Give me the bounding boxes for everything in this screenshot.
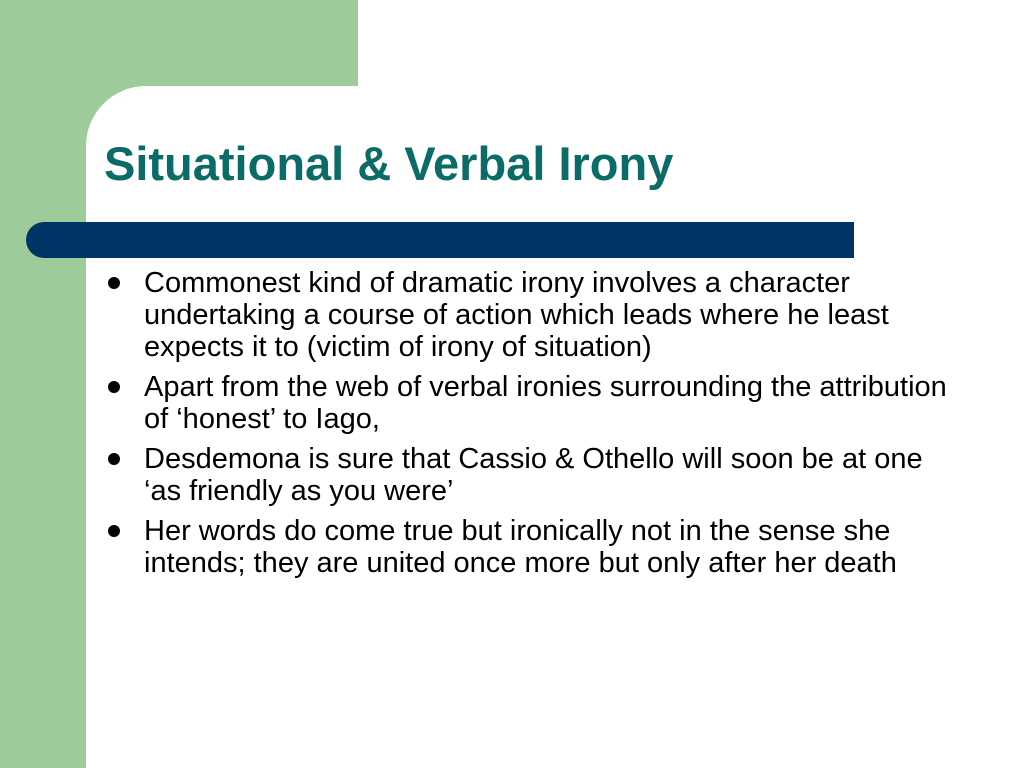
bullet-item bbox=[106, 515, 956, 579]
bullet-dot-icon bbox=[108, 381, 120, 393]
bullet-list bbox=[106, 267, 956, 587]
bullet-text: Her words do come true but ironically not in the sense she intends; they are united once more but only after her death bbox=[144, 515, 897, 579]
bullet-text: Apart from the web of verbal ironies surrounding the attribution of ‘honest’ to Iago, bbox=[144, 371, 947, 435]
bullet-dot-icon bbox=[108, 277, 120, 289]
bullet-text: Desdemona is sure that Cassio & Othello will soon be at one ‘as friendly as you were’ bbox=[144, 443, 923, 507]
bullet-item bbox=[106, 267, 956, 363]
bullet-item bbox=[106, 371, 956, 435]
bullet-item bbox=[106, 443, 956, 507]
bullet-dot-icon bbox=[108, 525, 120, 537]
slide-title: Situational & Verbal Irony bbox=[104, 137, 674, 190]
green-left-band bbox=[0, 0, 86, 768]
green-top-band bbox=[0, 0, 358, 86]
bullet-dot-icon bbox=[108, 453, 120, 465]
title-underline-bar bbox=[26, 222, 854, 258]
bullet-text: Commonest kind of dramatic irony involves a character undertaking a course of action which leads where he least expects it to (victim of irony of situation) bbox=[144, 267, 889, 363]
